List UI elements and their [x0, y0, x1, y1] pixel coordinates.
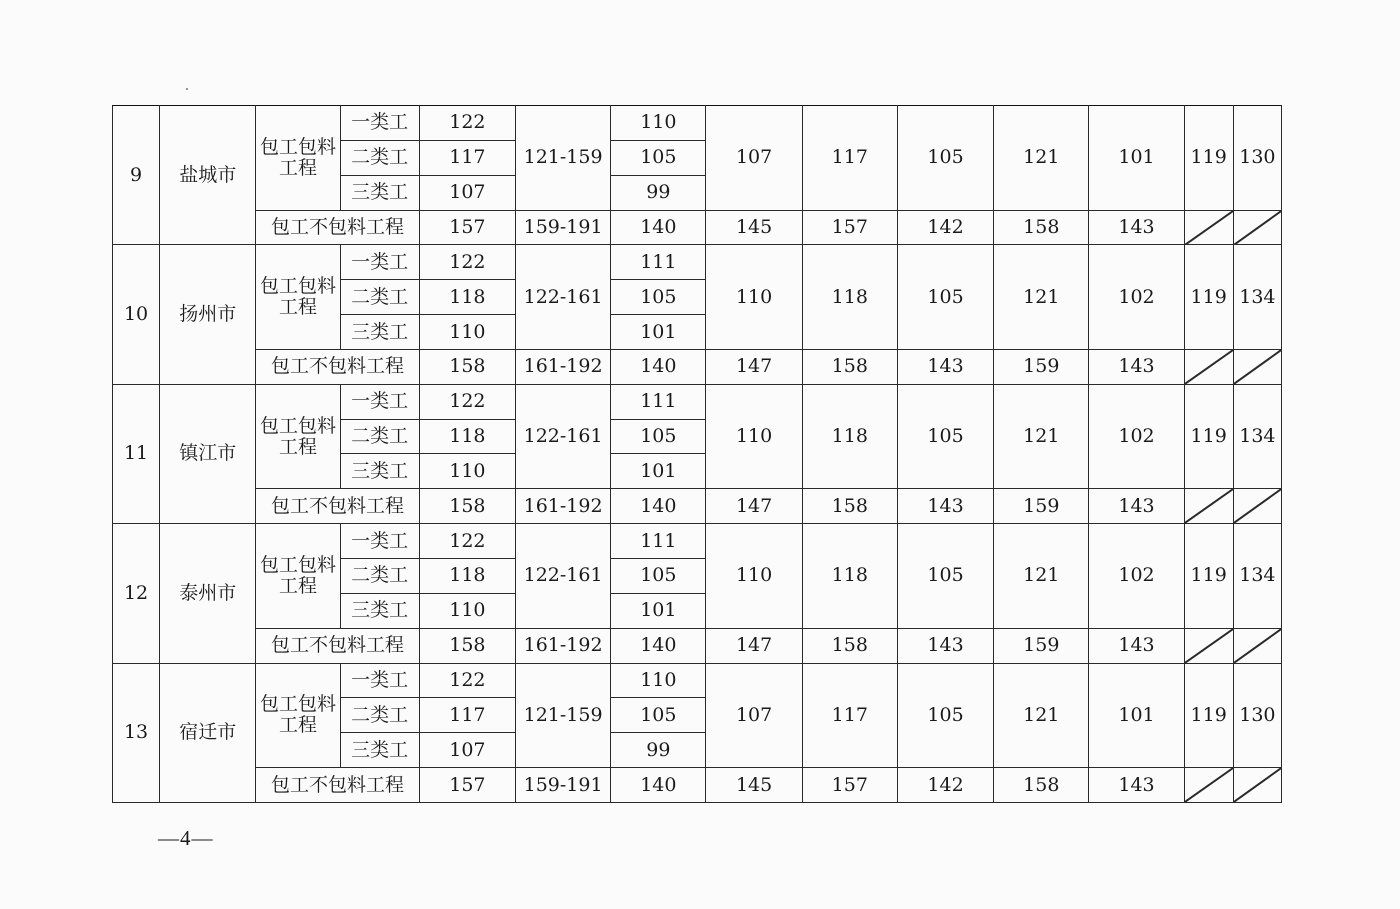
no-material-label: 包工不包料工程 — [256, 628, 419, 663]
labour-price: 110 — [419, 454, 515, 489]
no-material-value: 161-192 — [515, 349, 610, 384]
labour-type: 一类工 — [340, 663, 419, 698]
city-value: 134 — [1233, 384, 1281, 489]
scan-speck — [186, 88, 188, 90]
no-material-value: 140 — [611, 768, 706, 803]
table-row — [113, 349, 1282, 384]
labour-price: 122 — [419, 384, 515, 419]
empty-diagonal-cell — [1233, 628, 1281, 663]
labour-price: 110 — [419, 593, 515, 628]
labour-price: 110 — [419, 315, 515, 350]
no-material-value: 157 — [419, 768, 515, 803]
city-value: 119 — [1184, 524, 1233, 629]
no-material-value: 158 — [802, 349, 897, 384]
no-material-value: 158 — [419, 628, 515, 663]
labour-price: 122 — [419, 663, 515, 698]
city-value: 107 — [706, 663, 802, 768]
labour-value: 105 — [611, 419, 706, 454]
city-value: 110 — [706, 384, 802, 489]
no-material-value: 140 — [611, 210, 706, 245]
project-category: 包工包料工程 — [256, 524, 340, 629]
labour-value: 111 — [611, 524, 706, 559]
labour-type: 三类工 — [340, 593, 419, 628]
no-material-value: 142 — [897, 210, 993, 245]
labour-value: 105 — [611, 558, 706, 593]
city-value: 117 — [802, 663, 897, 768]
city-value: 107 — [706, 106, 802, 211]
empty-diagonal-cell — [1184, 489, 1233, 524]
city-value: 101 — [1089, 663, 1184, 768]
labour-value: 111 — [611, 384, 706, 419]
row-number: 9 — [113, 106, 160, 245]
no-material-value: 147 — [706, 628, 802, 663]
empty-diagonal-cell — [1184, 349, 1233, 384]
page-number: —4— — [158, 826, 214, 850]
no-material-value: 159-191 — [515, 768, 610, 803]
labour-type: 二类工 — [340, 280, 419, 315]
no-material-value: 158 — [419, 349, 515, 384]
city-value: 110 — [706, 245, 802, 350]
labour-price: 122 — [419, 245, 515, 280]
no-material-value: 157 — [419, 210, 515, 245]
no-material-value: 140 — [611, 349, 706, 384]
labour-value: 99 — [611, 733, 706, 768]
city-value: 121 — [994, 384, 1089, 489]
no-material-value: 143 — [1089, 628, 1184, 663]
no-material-value: 158 — [802, 489, 897, 524]
city-value: 119 — [1184, 106, 1233, 211]
row-number: 12 — [113, 524, 160, 663]
labour-price: 117 — [419, 140, 515, 175]
labour-value: 105 — [611, 698, 706, 733]
table-row — [113, 210, 1282, 245]
table-row — [113, 524, 1282, 559]
city-value: 102 — [1089, 384, 1184, 489]
city-value: 105 — [897, 106, 993, 211]
labour-price: 117 — [419, 698, 515, 733]
empty-diagonal-cell — [1233, 210, 1281, 245]
labour-type: 二类工 — [340, 419, 419, 454]
city-value: 102 — [1089, 524, 1184, 629]
no-material-value: 159 — [994, 489, 1089, 524]
city-value: 130 — [1233, 663, 1281, 768]
no-material-value: 145 — [706, 210, 802, 245]
no-material-value: 143 — [897, 349, 993, 384]
no-material-value: 159-191 — [515, 210, 610, 245]
price-range: 122-161 — [515, 524, 610, 629]
empty-diagonal-cell — [1184, 210, 1233, 245]
no-material-label: 包工不包料工程 — [256, 349, 419, 384]
no-material-value: 157 — [802, 210, 897, 245]
labour-value: 105 — [611, 280, 706, 315]
no-material-value: 161-192 — [515, 489, 610, 524]
no-material-value: 142 — [897, 768, 993, 803]
labour-type: 三类工 — [340, 454, 419, 489]
no-material-value: 147 — [706, 349, 802, 384]
labour-type: 一类工 — [340, 384, 419, 419]
row-number: 10 — [113, 245, 160, 384]
no-material-value: 158 — [802, 628, 897, 663]
empty-diagonal-cell — [1233, 768, 1281, 803]
table-row — [113, 489, 1282, 524]
city-value: 101 — [1089, 106, 1184, 211]
labour-value: 101 — [611, 315, 706, 350]
city-value: 119 — [1184, 384, 1233, 489]
labour-price: 122 — [419, 524, 515, 559]
empty-diagonal-cell — [1184, 628, 1233, 663]
city-value: 110 — [706, 524, 802, 629]
table-row — [113, 384, 1282, 419]
labour-value: 111 — [611, 245, 706, 280]
empty-diagonal-cell — [1184, 768, 1233, 803]
city-value: 130 — [1233, 106, 1281, 211]
labour-price: 118 — [419, 419, 515, 454]
city-value: 102 — [1089, 245, 1184, 350]
no-material-value: 143 — [1089, 349, 1184, 384]
labour-type: 三类工 — [340, 733, 419, 768]
no-material-label: 包工不包料工程 — [256, 210, 419, 245]
city-value: 121 — [994, 245, 1089, 350]
city-value: 121 — [994, 106, 1089, 211]
price-range: 121-159 — [515, 106, 610, 211]
labour-type: 一类工 — [340, 106, 419, 141]
labour-price: 107 — [419, 175, 515, 210]
labour-type: 三类工 — [340, 315, 419, 350]
city-value: 105 — [897, 384, 993, 489]
no-material-value: 161-192 — [515, 628, 610, 663]
labour-value: 101 — [611, 454, 706, 489]
no-material-value: 143 — [1089, 489, 1184, 524]
city-value: 117 — [802, 106, 897, 211]
no-material-value: 157 — [802, 768, 897, 803]
labour-price: 107 — [419, 733, 515, 768]
empty-diagonal-cell — [1233, 349, 1281, 384]
table-row — [113, 628, 1282, 663]
city-value: 105 — [897, 663, 993, 768]
labour-price-table — [112, 105, 1282, 803]
price-range: 121-159 — [515, 663, 610, 768]
project-category: 包工包料工程 — [256, 663, 340, 768]
city-value: 134 — [1233, 245, 1281, 350]
table-row — [113, 245, 1282, 280]
labour-price: 118 — [419, 558, 515, 593]
no-material-label: 包工不包料工程 — [256, 489, 419, 524]
city-value: 119 — [1184, 245, 1233, 350]
city-value: 119 — [1184, 663, 1233, 768]
labour-type: 二类工 — [340, 140, 419, 175]
project-category: 包工包料工程 — [256, 106, 340, 211]
project-category: 包工包料工程 — [256, 245, 340, 350]
city-value: 134 — [1233, 524, 1281, 629]
labour-type: 二类工 — [340, 698, 419, 733]
labour-value: 105 — [611, 140, 706, 175]
no-material-value: 159 — [994, 349, 1089, 384]
no-material-value: 143 — [897, 628, 993, 663]
no-material-value: 143 — [897, 489, 993, 524]
city-name: 镇江市 — [160, 384, 256, 523]
price-range: 122-161 — [515, 384, 610, 489]
city-value: 105 — [897, 524, 993, 629]
table-row — [113, 106, 1282, 141]
no-material-value: 158 — [994, 210, 1089, 245]
row-number: 11 — [113, 384, 160, 523]
labour-price: 118 — [419, 280, 515, 315]
empty-diagonal-cell — [1233, 489, 1281, 524]
labour-value: 110 — [611, 663, 706, 698]
table-row — [113, 663, 1282, 698]
city-value: 118 — [802, 384, 897, 489]
labour-type: 一类工 — [340, 524, 419, 559]
no-material-value: 147 — [706, 489, 802, 524]
labour-type: 二类工 — [340, 558, 419, 593]
city-value: 121 — [994, 663, 1089, 768]
table-row — [113, 768, 1282, 803]
no-material-value: 140 — [611, 489, 706, 524]
no-material-value: 159 — [994, 628, 1089, 663]
city-name: 盐城市 — [160, 106, 256, 245]
labour-value: 101 — [611, 593, 706, 628]
labour-type: 一类工 — [340, 245, 419, 280]
no-material-value: 158 — [994, 768, 1089, 803]
price-range: 122-161 — [515, 245, 610, 350]
no-material-value: 145 — [706, 768, 802, 803]
city-value: 118 — [802, 524, 897, 629]
no-material-value: 143 — [1089, 210, 1184, 245]
city-name: 泰州市 — [160, 524, 256, 663]
city-name: 宿迁市 — [160, 663, 256, 802]
no-material-value: 158 — [419, 489, 515, 524]
no-material-value: 140 — [611, 628, 706, 663]
no-material-value: 143 — [1089, 768, 1184, 803]
city-value: 121 — [994, 524, 1089, 629]
labour-value: 110 — [611, 106, 706, 141]
labour-value: 99 — [611, 175, 706, 210]
row-number: 13 — [113, 663, 160, 802]
project-category: 包工包料工程 — [256, 384, 340, 489]
city-name: 扬州市 — [160, 245, 256, 384]
labour-price: 122 — [419, 106, 515, 141]
no-material-label: 包工不包料工程 — [256, 768, 419, 803]
table-body — [113, 106, 1282, 803]
city-value: 118 — [802, 245, 897, 350]
city-value: 105 — [897, 245, 993, 350]
labour-type: 三类工 — [340, 175, 419, 210]
